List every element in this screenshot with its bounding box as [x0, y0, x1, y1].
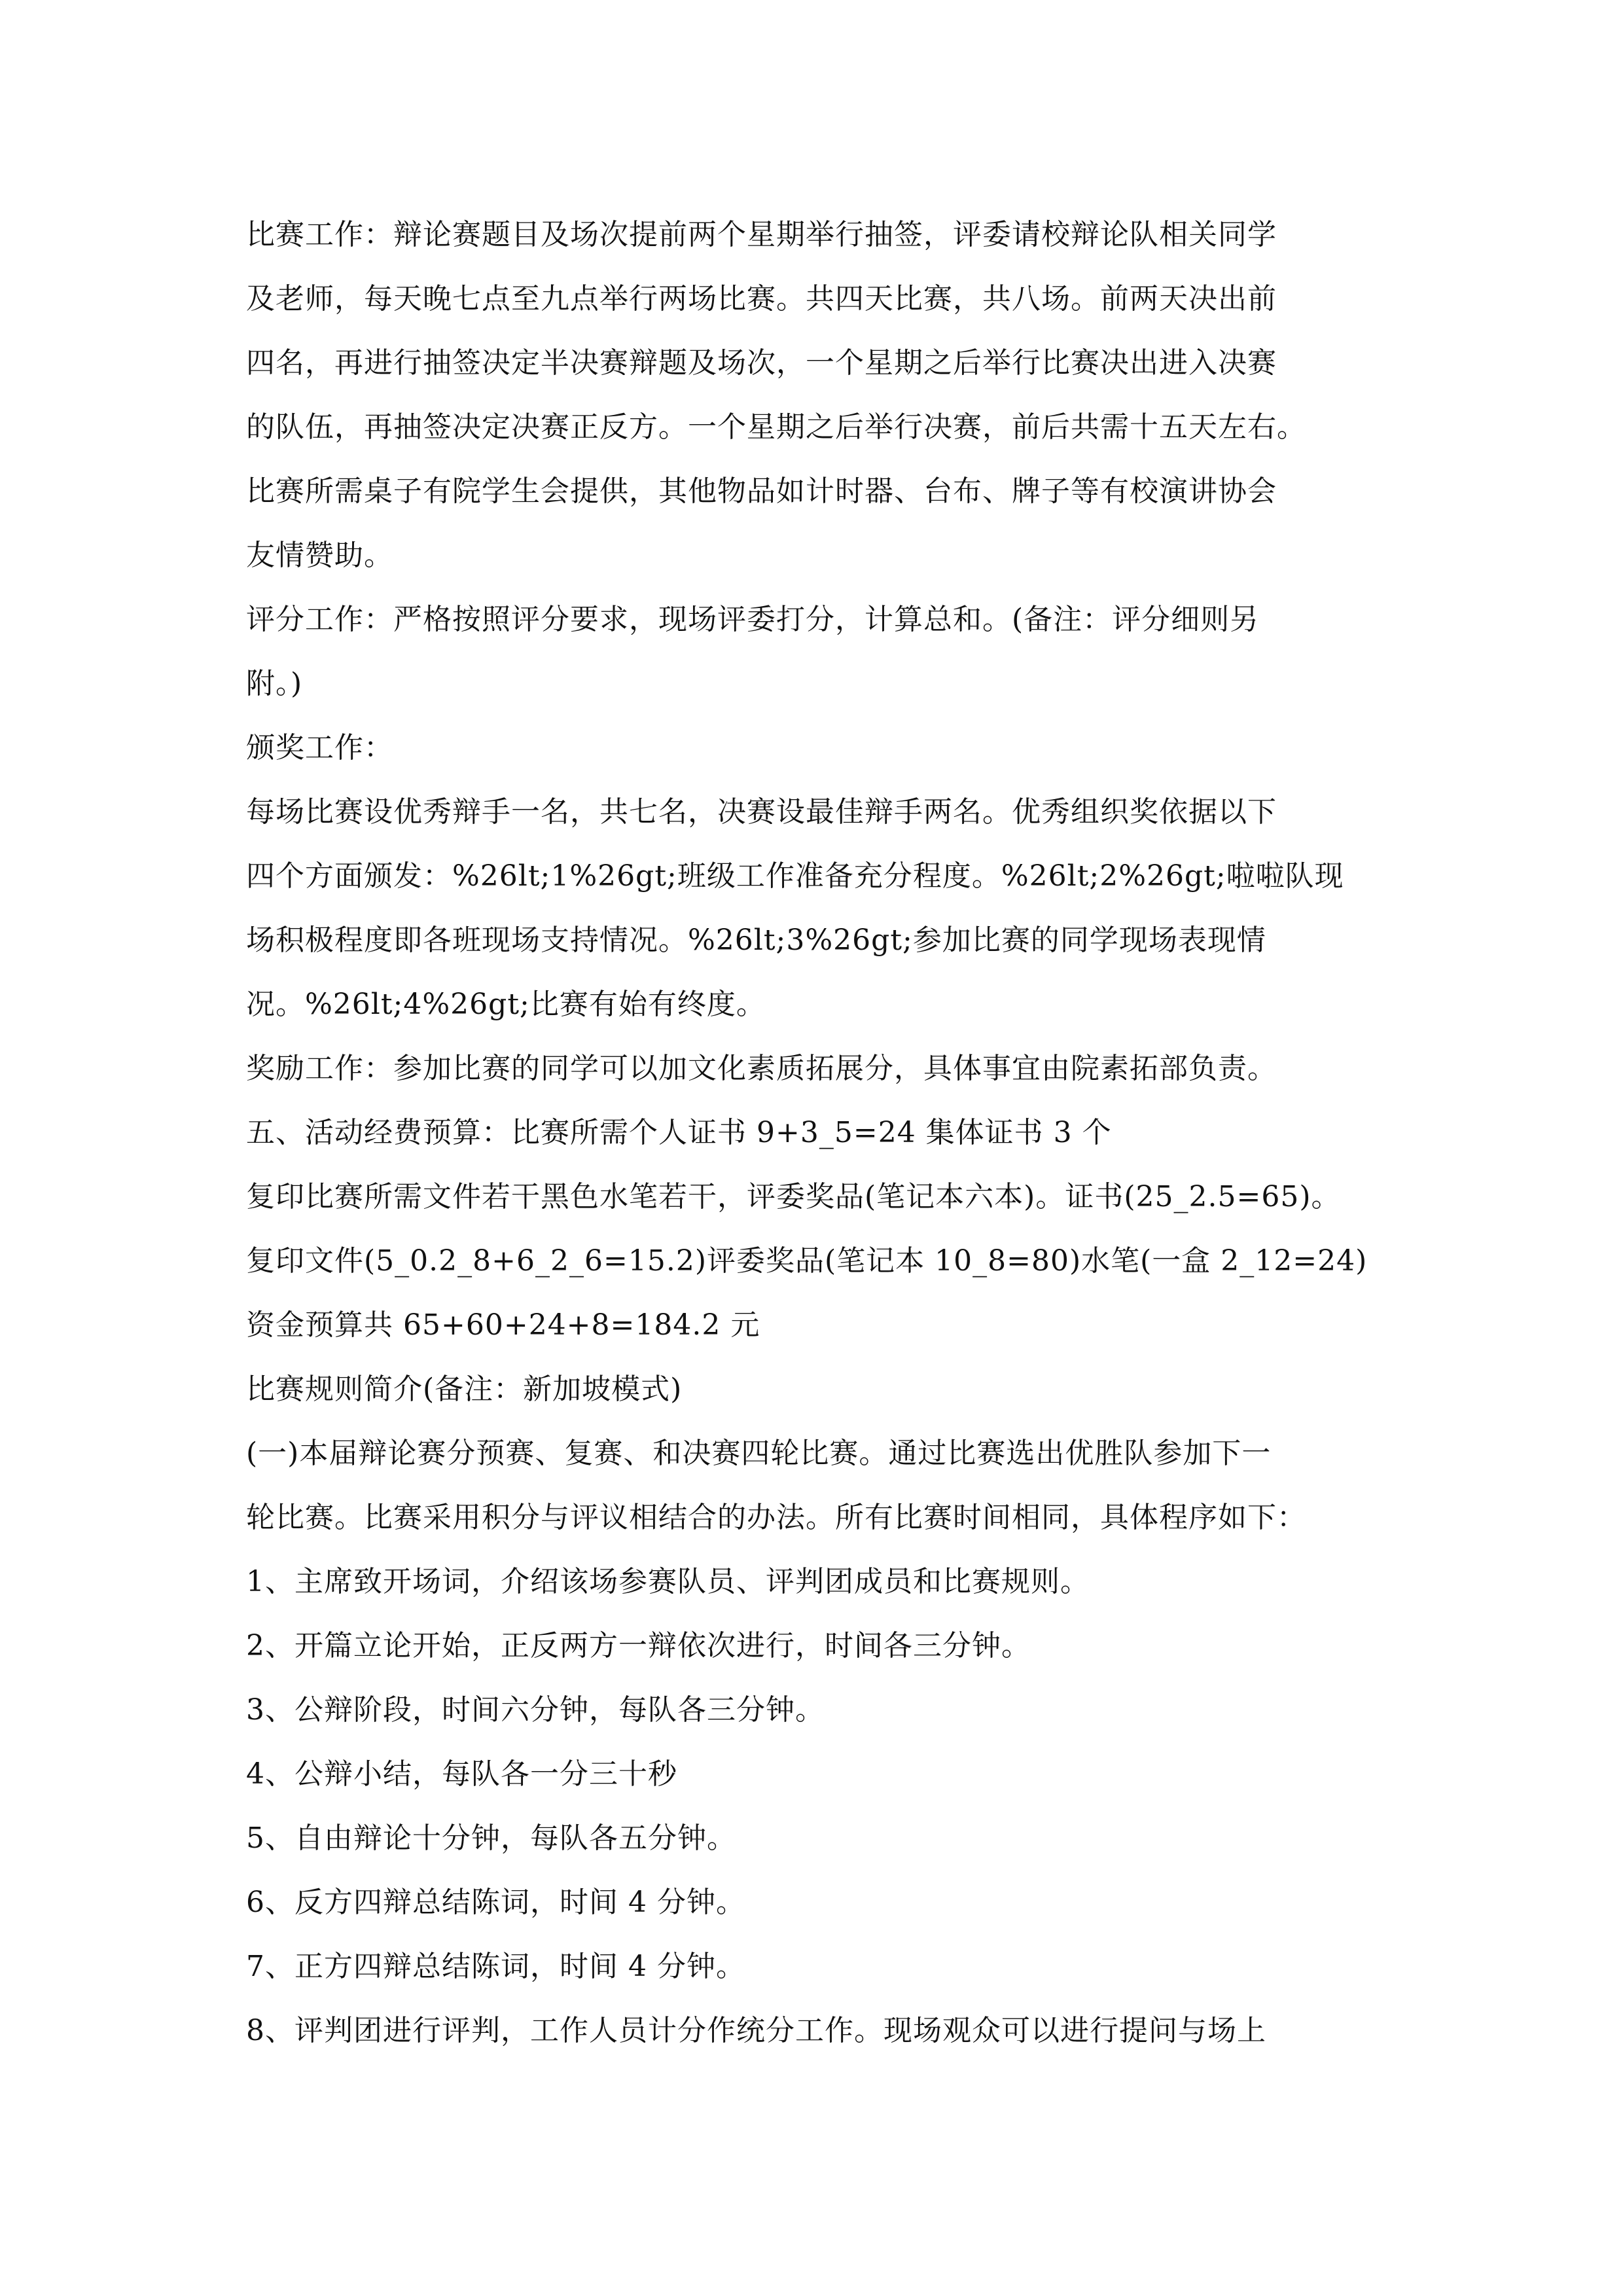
text-line: 复印比赛所需文件若干黑色水笔若干，评委奖品(笔记本六本)。证书(25_2.5=65)。 [246, 1180, 1341, 1213]
text-line: 评分工作：严格按照评分要求，现场评委打分，计算总和。(备注：评分细则另 [246, 603, 1260, 636]
text-line: 及老师，每天晚七点至九点举行两场比赛。共四天比赛，共八场。前两天决出前 [246, 282, 1277, 315]
text-line: 五、活动经费预算：比赛所需个人证书 9+3_5=24 集体证书 3 个 [246, 1116, 1112, 1149]
text-line: 友情赞助。 [246, 539, 393, 572]
text-line: 附。) [246, 667, 303, 700]
text-line: 资金预算共 65+60+24+8=184.2 元 [246, 1308, 760, 1342]
text-line: 6、反方四辩总结陈词，时间 4 分钟。 [246, 1886, 745, 1919]
text-line: 7、正方四辩总结陈词，时间 4 分钟。 [246, 1950, 745, 1983]
text-line: 的队伍，再抽签决定决赛正反方。一个星期之后举行决赛，前后共需十五天左右。 [246, 410, 1306, 444]
text-line: 复印文件(5_0.2_8+6_2_6=15.2)评委奖品(笔记本 10_8=80)水笔(一盒 2_12=24) [246, 1244, 1368, 1278]
text-line: 场积极程度即各班现场支持情况。%26lt;3%26gt;参加比赛的同学现场表现情 [246, 924, 1266, 957]
document-body [246, 203, 1385, 2063]
text-line: 比赛工作：辩论赛题目及场次提前两个星期举行抽签，评委请校辩论队相关同学 [246, 218, 1277, 251]
text-line: 每场比赛设优秀辩手一名，共七名，决赛设最佳辩手两名。优秀组织奖依据以下 [246, 795, 1277, 829]
text-line: 轮比赛。比赛采用积分与评议相结合的办法。所有比赛时间相同，具体程序如下： [246, 1501, 1306, 1534]
text-line: 8、评判团进行评判，工作人员计分作统分工作。现场观众可以进行提问与场上 [246, 2014, 1266, 2047]
text-line: (一)本届辩论赛分预赛、复赛、和决赛四轮比赛。通过比赛选出优胜队参加下一 [246, 1437, 1272, 1470]
text-line: 奖励工作：参加比赛的同学可以加文化素质拓展分，具体事宜由院素拓部负责。 [246, 1052, 1277, 1085]
text-line: 四名，再进行抽签决定半决赛辩题及场次，一个星期之后举行比赛决出进入决赛 [246, 346, 1277, 380]
text-line: 比赛规则简介(备注：新加坡模式) [246, 1372, 683, 1406]
text-line: 四个方面颁发：%26lt;1%26gt;班级工作准备充分程度。%26lt;2%26gt;啦啦队现 [246, 859, 1344, 893]
text-line: 3、公辩阶段，时间六分钟，每队各三分钟。 [246, 1693, 825, 1727]
text-line: 2、开篇立论开始，正反两方一辩依次进行，时间各三分钟。 [246, 1629, 1031, 1662]
text-line: 比赛所需桌子有院学生会提供，其他物品如计时器、台布、牌子等有校演讲协会 [246, 475, 1277, 508]
text-line: 况。%26lt;4%26gt;比赛有始有终度。 [246, 988, 766, 1021]
text-line: 1、主席致开场词，介绍该场参赛队员、评判团成员和比赛规则。 [246, 1565, 1090, 1598]
text-line: 5、自由辩论十分钟，每队各五分钟。 [246, 1821, 736, 1855]
text-line: 颁奖工作： [246, 731, 393, 764]
text-line: 4、公辩小结，每队各一分三十秒 [246, 1757, 677, 1791]
